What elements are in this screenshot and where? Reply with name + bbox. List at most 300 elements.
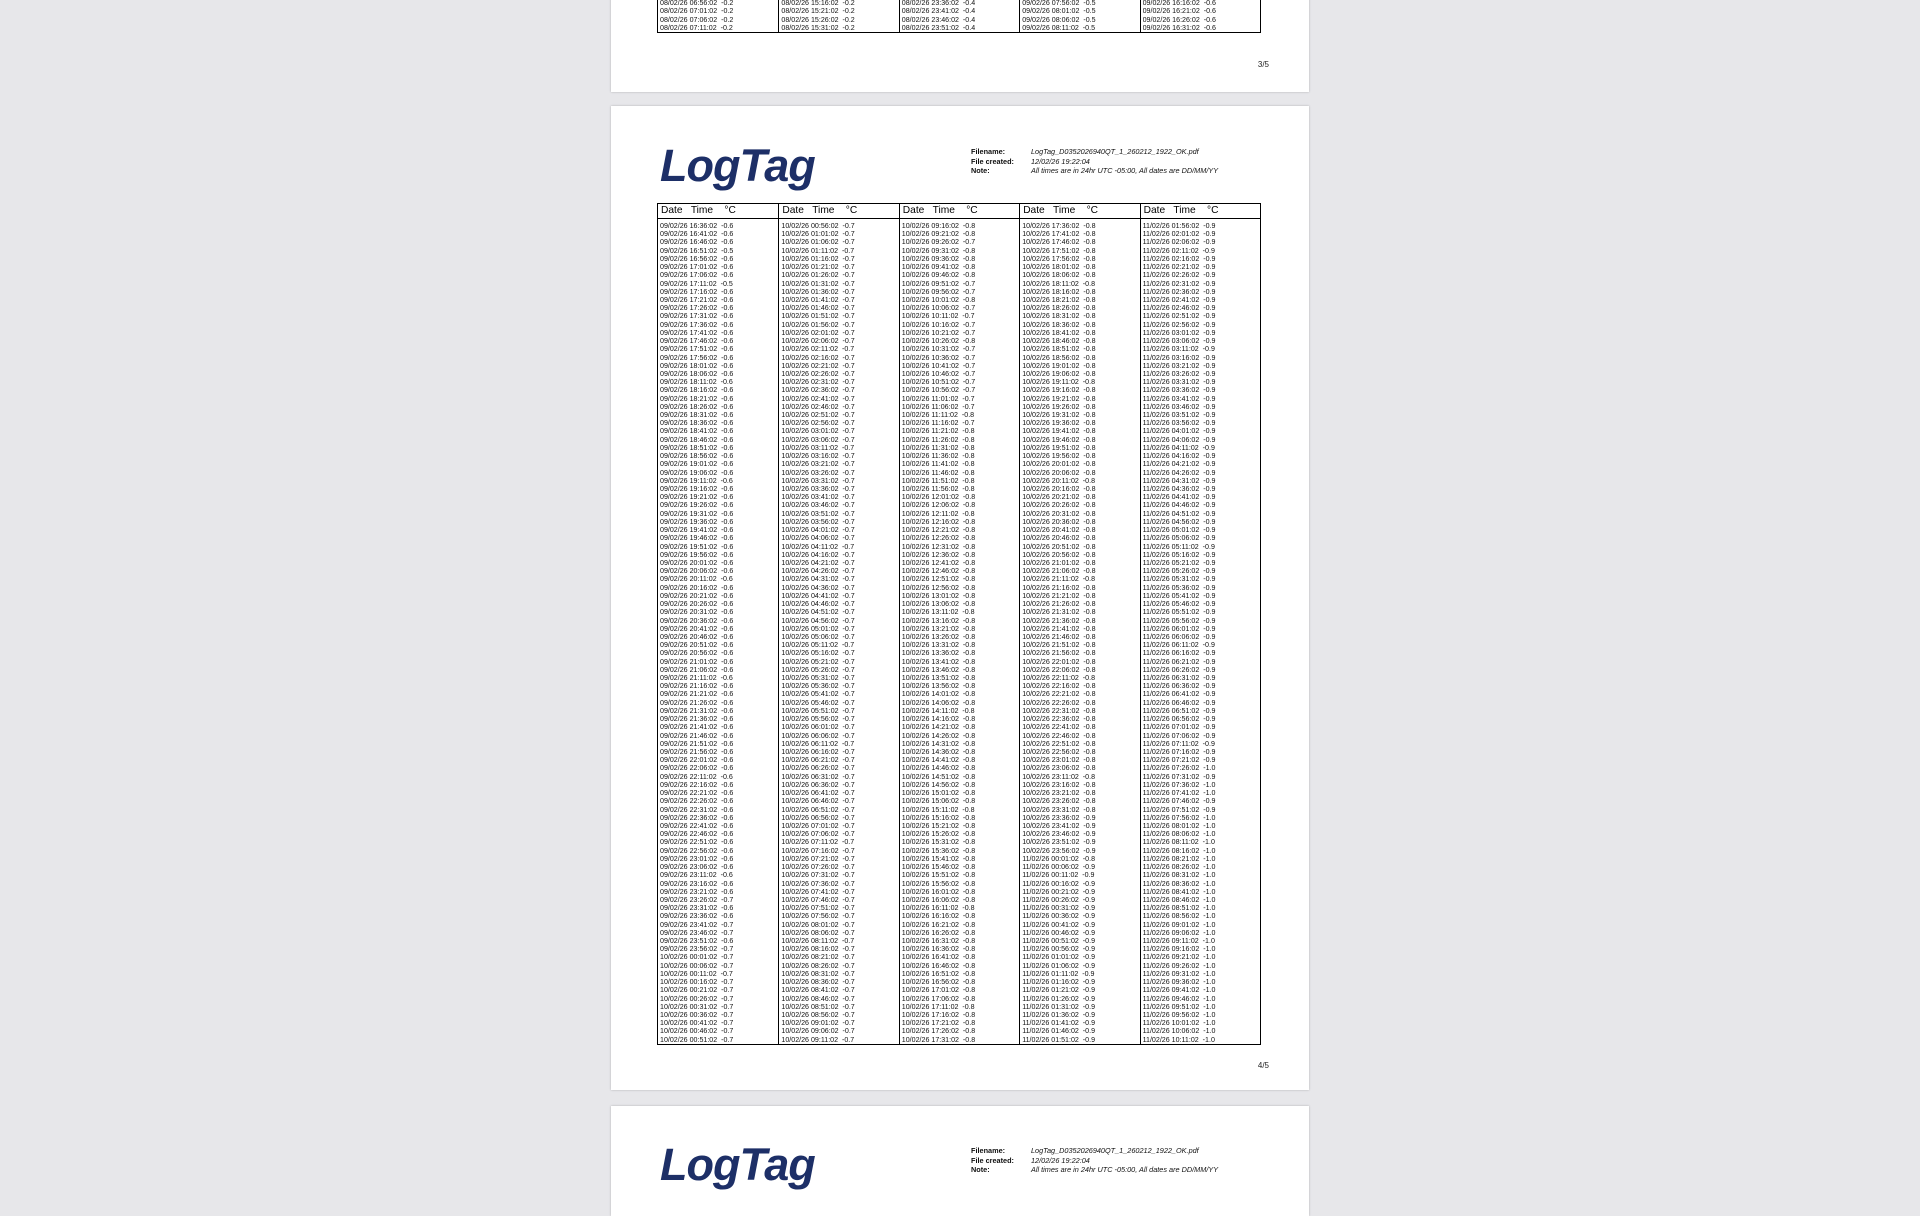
reading-row: 10/02/26 15:11:02 -0.8: [901, 805, 975, 814]
reading-row: 09/02/26 21:31:02 -0.6: [660, 706, 734, 715]
reading-row: 10/02/26 17:51:02 -0.8: [1022, 246, 1096, 255]
reading-row: 11/02/26 04:36:02 -0.9: [1142, 485, 1216, 493]
reading-row: 10/02/26 20:56:02 -0.8: [1022, 550, 1096, 559]
reading-row: 11/02/26 07:06:02 -0.9: [1142, 731, 1216, 740]
reading-row: 10/02/26 04:26:02 -0.7: [781, 567, 855, 576]
reading-row: 10/02/26 15:36:02 -0.8: [901, 846, 976, 855]
reading-row: 09/02/26 22:26:02 -0.6: [660, 797, 734, 806]
reading-row: 10/02/26 06:21:02 -0.7: [781, 756, 855, 765]
reading-row: 10/02/26 20:06:02 -0.8: [1022, 468, 1096, 477]
reading-row: 11/02/26 03:41:02 -0.9: [1142, 394, 1216, 403]
reading-row: 11/02/26 01:51:02 -0.9: [1022, 1035, 1096, 1044]
reading-row: 09/02/26 23:06:02 -0.6: [660, 863, 734, 872]
reading-row: 09/02/26 20:16:02 -0.6: [660, 583, 734, 592]
reading-row: 11/02/26 02:46:02 -0.9: [1142, 304, 1216, 313]
reading-row: 10/02/26 13:11:02 -0.8: [901, 608, 975, 617]
reading-row: 10/02/26 08:46:02 -0.7: [781, 994, 855, 1003]
reading-row: 10/02/26 16:31:02 -0.8: [901, 937, 976, 946]
file-metadata: [971, 1146, 1218, 1175]
reading-row: 09/02/26 21:51:02 -0.6: [660, 739, 734, 748]
reading-row: 10/02/26 04:41:02 -0.7: [781, 591, 855, 600]
reading-row: 10/02/26 07:21:02 -0.7: [781, 854, 855, 863]
reading-row: 11/02/26 01:01:02 -0.9: [1022, 953, 1096, 962]
reading-row: 09/02/26 20:01:02 -0.6: [660, 558, 734, 567]
reading-row: 10/02/26 07:26:02 -0.7: [781, 863, 855, 872]
reading-row: 10/02/26 22:11:02 -0.8: [1022, 674, 1096, 683]
reading-row: 11/02/26 09:36:02 -1.0: [1142, 978, 1216, 987]
reading-row: 09/02/26 17:06:02 -0.6: [660, 271, 734, 280]
reading-row: 10/02/26 02:36:02 -0.7: [781, 386, 855, 395]
reading-row: 09/02/26 08:11:02 -0.5: [1022, 23, 1096, 32]
reading-row: 09/02/26 23:11:02 -0.6: [660, 871, 733, 880]
pdf-page-3: [611, 0, 1309, 92]
reading-row: 11/02/26 00:46:02 -0.9: [1022, 928, 1096, 937]
reading-row: 10/02/26 17:36:02 -0.8: [1022, 222, 1096, 230]
reading-row: 11/02/26 09:11:02 -1.0: [1142, 937, 1215, 946]
reading-row: 10/02/26 07:56:02 -0.7: [781, 912, 855, 921]
log-column: [778, 204, 898, 1044]
reading-row: 10/02/26 18:16:02 -0.8: [1022, 287, 1096, 296]
reading-row: 10/02/26 21:06:02 -0.8: [1022, 567, 1096, 576]
reading-row: 10/02/26 01:56:02 -0.7: [781, 320, 855, 329]
reading-row: 10/02/26 10:21:02 -0.7: [901, 328, 976, 337]
reading-row: 11/02/26 10:01:02 -1.0: [1142, 1019, 1216, 1028]
reading-row: 11/02/26 06:31:02 -0.9: [1142, 674, 1216, 683]
reading-row: 11/02/26 10:06:02 -1.0: [1142, 1027, 1216, 1036]
reading-row: 10/02/26 12:31:02 -0.8: [901, 542, 976, 551]
reading-row: 10/02/26 09:56:02 -0.7: [901, 287, 976, 296]
reading-row: 10/02/26 09:16:02 -0.8: [901, 222, 976, 230]
reading-row: 11/02/26 07:56:02 -1.0: [1142, 813, 1216, 822]
reading-row: 11/02/26 03:46:02 -0.9: [1142, 402, 1216, 411]
reading-row: 10/02/26 09:06:02 -0.7: [781, 1027, 855, 1036]
reading-row: 11/02/26 01:21:02 -0.9: [1022, 986, 1096, 995]
page-number-4: 4/5: [1257, 1061, 1269, 1070]
reading-row: 11/02/26 01:26:02 -0.9: [1022, 994, 1096, 1003]
reading-row: 09/02/26 23:51:02 -0.6: [660, 937, 734, 946]
pdf-page-4: [611, 106, 1309, 1090]
reading-row: 11/02/26 09:01:02 -1.0: [1142, 920, 1216, 929]
reading-row: 11/02/26 10:11:02 -1.0: [1142, 1035, 1215, 1044]
reading-row: 11/02/26 06:41:02 -0.9: [1142, 690, 1216, 699]
reading-row: 11/02/26 08:31:02 -1.0: [1142, 871, 1216, 880]
reading-row: 11/02/26 08:26:02 -1.0: [1142, 863, 1216, 872]
reading-row: 10/02/26 07:41:02 -0.7: [781, 887, 855, 896]
reading-row: 10/02/26 00:11:02 -0.7: [660, 969, 733, 978]
reading-row: 10/02/26 17:31:02 -0.8: [901, 1035, 976, 1044]
reading-row: 10/02/26 15:21:02 -0.8: [901, 821, 976, 830]
reading-row: 10/02/26 01:16:02 -0.7: [781, 254, 855, 263]
reading-row: 10/02/26 22:16:02 -0.8: [1022, 682, 1096, 691]
reading-row: 11/02/26 06:26:02 -0.9: [1142, 665, 1216, 674]
reading-row: 09/02/26 18:46:02 -0.6: [660, 435, 734, 444]
reading-row: 09/02/26 19:11:02 -0.6: [660, 476, 733, 485]
reading-row: 09/02/26 21:41:02 -0.6: [660, 723, 734, 732]
reading-row: 11/02/26 07:21:02 -0.9: [1142, 756, 1216, 765]
reading-row: 08/02/26 07:06:02 -0.2: [660, 15, 734, 24]
log-table-page-4: [657, 203, 1261, 1045]
reading-row: 09/02/26 18:26:02 -0.6: [660, 402, 734, 411]
reading-row: 10/02/26 03:16:02 -0.7: [781, 452, 855, 461]
reading-row: 08/02/26 23:51:02 -0.4: [901, 23, 976, 32]
reading-row: 09/02/26 18:11:02 -0.6: [660, 378, 733, 387]
reading-row: 10/02/26 02:06:02 -0.7: [781, 337, 855, 346]
reading-row: 10/02/26 13:41:02 -0.8: [901, 657, 976, 666]
reading-row: 10/02/26 11:16:02 -0.7: [901, 419, 975, 428]
log-column: [778, 0, 898, 32]
reading-row: 11/02/26 08:51:02 -1.0: [1142, 904, 1216, 913]
reading-row: 11/02/26 01:46:02 -0.9: [1022, 1027, 1096, 1036]
reading-row: 10/02/26 02:01:02 -0.7: [781, 328, 855, 337]
logtag-logo: LogTag: [660, 140, 815, 191]
reading-row: 11/02/26 02:36:02 -0.9: [1142, 287, 1216, 296]
reading-row: 09/02/26 21:56:02 -0.6: [660, 748, 734, 756]
column-header: Date Time °C: [900, 204, 1019, 219]
reading-row: 11/02/26 00:01:02 -0.8: [1022, 854, 1096, 863]
reading-row: 11/02/26 06:01:02 -0.9: [1142, 624, 1216, 633]
reading-row: 10/02/26 07:06:02 -0.7: [781, 830, 855, 839]
reading-row: 10/02/26 22:36:02 -0.8: [1022, 715, 1096, 724]
reading-row: 11/02/26 05:36:02 -0.9: [1142, 583, 1216, 592]
reading-row: 10/02/26 23:56:02 -0.9: [1022, 846, 1096, 855]
reading-row: 10/02/26 04:31:02 -0.7: [781, 575, 855, 584]
reading-row: 10/02/26 21:46:02 -0.8: [1022, 632, 1096, 641]
reading-row: 09/02/26 22:11:02 -0.6: [660, 772, 733, 781]
reading-row: 10/02/26 06:26:02 -0.7: [781, 764, 855, 773]
reading-row: 11/02/26 02:41:02 -0.9: [1142, 295, 1216, 304]
reading-row: 10/02/26 06:31:02 -0.7: [781, 772, 855, 781]
reading-row: 10/02/26 08:21:02 -0.7: [781, 953, 855, 962]
reading-row: 11/02/26 06:16:02 -0.9: [1142, 649, 1216, 658]
reading-row: 09/02/26 16:21:02 -0.6: [1142, 7, 1216, 16]
reading-row: 10/02/26 20:46:02 -0.8: [1022, 534, 1096, 543]
reading-row: 10/02/26 01:31:02 -0.7: [781, 279, 855, 288]
reading-row: 11/02/26 03:16:02 -0.9: [1142, 353, 1216, 362]
reading-row: 10/02/26 01:36:02 -0.7: [781, 287, 855, 296]
reading-row: 10/02/26 09:01:02 -0.7: [781, 1019, 855, 1028]
reading-row: 10/02/26 23:21:02 -0.8: [1022, 789, 1096, 798]
reading-row: 10/02/26 08:51:02 -0.7: [781, 1002, 855, 1011]
reading-row: 09/02/26 20:21:02 -0.6: [660, 591, 734, 600]
reading-row: 09/02/26 18:06:02 -0.6: [660, 369, 734, 378]
reading-row: 10/02/26 12:16:02 -0.8: [901, 517, 976, 526]
reading-row: 10/02/26 08:31:02 -0.7: [781, 969, 855, 978]
reading-row: 11/02/26 08:41:02 -1.0: [1142, 887, 1216, 896]
reading-row: 09/02/26 19:16:02 -0.6: [660, 485, 734, 493]
reading-row: 10/02/26 03:06:02 -0.7: [781, 435, 855, 444]
reading-row: 11/02/26 01:36:02 -0.9: [1022, 1011, 1096, 1019]
reading-row: 11/02/26 04:11:02 -0.9: [1142, 443, 1215, 452]
reading-row: 10/02/26 17:06:02 -0.8: [901, 994, 976, 1003]
reading-row: 09/02/26 19:31:02 -0.6: [660, 509, 734, 518]
reading-row: 10/02/26 18:46:02 -0.8: [1022, 337, 1096, 346]
reading-row: 10/02/26 22:01:02 -0.8: [1022, 657, 1096, 666]
reading-row: 11/02/26 01:56:02 -0.9: [1142, 222, 1216, 230]
reading-row: 10/02/26 17:16:02 -0.8: [901, 1011, 976, 1019]
reading-row: 09/02/26 20:26:02 -0.6: [660, 600, 734, 609]
reading-row: 11/02/26 05:11:02 -0.9: [1142, 542, 1215, 551]
reading-row: 10/02/26 06:51:02 -0.7: [781, 805, 855, 814]
reading-row: 09/02/26 22:06:02 -0.6: [660, 764, 734, 773]
reading-row: 10/02/26 22:21:02 -0.8: [1022, 690, 1096, 699]
reading-row: 10/02/26 19:11:02 -0.8: [1022, 378, 1096, 387]
reading-row: 09/02/26 20:46:02 -0.6: [660, 632, 734, 641]
reading-row: 10/02/26 11:26:02 -0.8: [901, 435, 975, 444]
reading-row: 10/02/26 22:41:02 -0.8: [1022, 723, 1096, 732]
reading-row: 11/02/26 05:51:02 -0.9: [1142, 608, 1216, 617]
reading-row: 09/02/26 17:36:02 -0.6: [660, 320, 734, 329]
reading-row: 09/02/26 21:06:02 -0.6: [660, 665, 734, 674]
reading-row: 10/02/26 00:21:02 -0.7: [660, 986, 734, 995]
reading-row: 10/02/26 01:46:02 -0.7: [781, 304, 855, 313]
reading-row: 11/02/26 02:51:02 -0.9: [1142, 312, 1216, 321]
reading-row: 10/02/26 07:16:02 -0.7: [781, 846, 855, 855]
reading-row: 11/02/26 08:11:02 -1.0: [1142, 838, 1215, 847]
reading-row: 10/02/26 23:41:02 -0.9: [1022, 821, 1096, 830]
reading-row: 10/02/26 16:01:02 -0.8: [901, 887, 976, 896]
reading-row: 11/02/26 06:56:02 -0.9: [1142, 715, 1216, 724]
reading-row: 10/02/26 23:06:02 -0.8: [1022, 764, 1096, 773]
reading-row: 10/02/26 18:01:02 -0.8: [1022, 263, 1096, 272]
reading-row: 10/02/26 04:21:02 -0.7: [781, 558, 855, 567]
reading-row: 10/02/26 08:56:02 -0.7: [781, 1011, 855, 1019]
reading-row: 10/02/26 09:51:02 -0.7: [901, 279, 976, 288]
reading-row: 11/02/26 09:16:02 -1.0: [1142, 945, 1216, 954]
reading-row: 10/02/26 14:56:02 -0.8: [901, 780, 976, 789]
reading-row: 11/02/26 06:46:02 -0.9: [1142, 698, 1216, 707]
reading-row: 10/02/26 19:46:02 -0.8: [1022, 435, 1096, 444]
reading-row: 10/02/26 23:51:02 -0.9: [1022, 838, 1096, 847]
reading-row: 10/02/26 17:26:02 -0.8: [901, 1027, 976, 1036]
reading-row: 11/02/26 03:06:02 -0.9: [1142, 337, 1216, 346]
reading-row: 10/02/26 14:41:02 -0.8: [901, 756, 976, 765]
reading-row: 10/02/26 10:26:02 -0.8: [901, 337, 976, 346]
reading-row: 11/02/26 05:01:02 -0.9: [1142, 526, 1216, 535]
reading-row: 10/02/26 23:36:02 -0.9: [1022, 813, 1096, 822]
column-body: [1141, 0, 1260, 32]
reading-row: 10/02/26 15:31:02 -0.8: [901, 838, 976, 847]
reading-row: 11/02/26 09:06:02 -1.0: [1142, 928, 1216, 937]
column-header: Date Time °C: [1020, 204, 1139, 219]
reading-row: 10/02/26 05:36:02 -0.7: [781, 682, 855, 691]
reading-row: 10/02/26 02:31:02 -0.7: [781, 378, 855, 387]
reading-row: 10/02/26 22:26:02 -0.8: [1022, 698, 1096, 707]
reading-row: 10/02/26 17:01:02 -0.8: [901, 986, 976, 995]
reading-row: 10/02/26 00:01:02 -0.7: [660, 953, 734, 962]
reading-row: 10/02/26 01:06:02 -0.7: [781, 238, 855, 247]
reading-row: 11/02/26 07:46:02 -0.9: [1142, 797, 1216, 806]
reading-row: 10/02/26 03:21:02 -0.7: [781, 460, 855, 469]
reading-row: 10/02/26 10:01:02 -0.8: [901, 295, 976, 304]
reading-row: 10/02/26 12:46:02 -0.8: [901, 567, 976, 576]
log-column: [1140, 204, 1260, 1044]
reading-row: 10/02/26 17:21:02 -0.8: [901, 1019, 976, 1028]
reading-row: 11/02/26 04:56:02 -0.9: [1142, 517, 1216, 526]
reading-row: 11/02/26 02:31:02 -0.9: [1142, 279, 1216, 288]
reading-row: 10/02/26 13:06:02 -0.8: [901, 600, 976, 609]
reading-row: 11/02/26 02:01:02 -0.9: [1142, 230, 1216, 239]
column-body: [1020, 0, 1139, 32]
reading-row: 10/02/26 16:06:02 -0.8: [901, 895, 976, 904]
reading-row: 11/02/26 04:16:02 -0.9: [1142, 452, 1216, 461]
reading-row: 10/02/26 03:41:02 -0.7: [781, 493, 855, 502]
reading-row: 10/02/26 03:36:02 -0.7: [781, 485, 855, 493]
reading-row: 10/02/26 19:21:02 -0.8: [1022, 394, 1096, 403]
reading-row: 10/02/26 09:26:02 -0.7: [901, 238, 976, 247]
reading-row: 10/02/26 12:56:02 -0.8: [901, 583, 976, 592]
column-body: [900, 219, 1019, 1044]
reading-row: 09/02/26 18:21:02 -0.6: [660, 394, 734, 403]
file-created-label: File created:: [971, 156, 1014, 166]
reading-row: 09/02/26 23:36:02 -0.6: [660, 912, 734, 921]
reading-row: 10/02/26 16:56:02 -0.8: [901, 978, 976, 987]
note-value: All times are in 24hr UTC -05:00, All dates are DD/MM/YY: [1031, 166, 1219, 176]
reading-row: 10/02/26 00:51:02 -0.7: [660, 1035, 734, 1044]
reading-row: 09/02/26 21:36:02 -0.6: [660, 715, 734, 724]
reading-row: 09/02/26 19:51:02 -0.6: [660, 542, 734, 551]
reading-row: 11/02/26 05:41:02 -0.9: [1142, 591, 1216, 600]
reading-row: 11/02/26 07:01:02 -0.9: [1142, 723, 1216, 732]
reading-row: 10/02/26 04:36:02 -0.7: [781, 583, 855, 592]
reading-row: 10/02/26 10:16:02 -0.7: [901, 320, 976, 329]
reading-row: 11/02/26 05:16:02 -0.9: [1142, 550, 1216, 559]
reading-row: 10/02/26 02:51:02 -0.7: [781, 411, 855, 420]
reading-row: 09/02/26 23:41:02 -0.7: [660, 920, 734, 929]
reading-row: 11/02/26 05:31:02 -0.9: [1142, 575, 1216, 584]
reading-row: 09/02/26 21:16:02 -0.6: [660, 682, 734, 691]
reading-row: 09/02/26 18:41:02 -0.6: [660, 427, 734, 436]
reading-row: 10/02/26 15:06:02 -0.8: [901, 797, 976, 806]
note-label: Note:: [971, 1165, 990, 1175]
reading-row: 10/02/26 12:26:02 -0.8: [901, 534, 976, 543]
reading-row: 09/02/26 23:56:02 -0.7: [660, 945, 734, 954]
reading-row: 10/02/26 03:46:02 -0.7: [781, 501, 855, 510]
reading-row: 10/02/26 05:31:02 -0.7: [781, 674, 855, 683]
reading-row: 11/02/26 09:31:02 -1.0: [1142, 969, 1216, 978]
reading-row: 11/02/26 01:16:02 -0.9: [1022, 978, 1096, 987]
reading-row: 09/02/26 21:01:02 -0.6: [660, 657, 734, 666]
reading-row: 10/02/26 11:56:02 -0.8: [901, 485, 975, 493]
reading-row: 10/02/26 18:11:02 -0.8: [1022, 279, 1096, 288]
reading-row: 10/02/26 13:31:02 -0.8: [901, 641, 976, 650]
page-number-3: 3/5: [1257, 60, 1269, 69]
reading-row: 11/02/26 09:51:02 -1.0: [1142, 1002, 1216, 1011]
reading-row: 10/02/26 16:46:02 -0.8: [901, 961, 976, 970]
reading-row: 10/02/26 01:21:02 -0.7: [781, 263, 855, 272]
reading-row: 10/02/26 09:31:02 -0.8: [901, 246, 976, 255]
reading-row: 10/02/26 20:36:02 -0.8: [1022, 517, 1096, 526]
reading-row: 08/02/26 15:26:02 -0.2: [781, 15, 855, 24]
reading-row: 11/02/26 07:16:02 -0.9: [1142, 748, 1216, 756]
reading-row: 10/02/26 07:11:02 -0.7: [781, 838, 855, 847]
column-body: [779, 0, 898, 32]
reading-row: 10/02/26 17:56:02 -0.8: [1022, 254, 1096, 263]
reading-row: 11/02/26 09:46:02 -1.0: [1142, 994, 1216, 1003]
column-header: Date Time °C: [1141, 204, 1260, 219]
reading-row: 10/02/26 19:16:02 -0.8: [1022, 386, 1096, 395]
reading-row: 10/02/26 05:26:02 -0.7: [781, 665, 855, 674]
reading-row: 10/02/26 21:21:02 -0.8: [1022, 591, 1096, 600]
reading-row: 11/02/26 09:41:02 -1.0: [1142, 986, 1216, 995]
reading-row: 10/02/26 18:56:02 -0.8: [1022, 353, 1096, 362]
note-value: All times are in 24hr UTC -05:00, All dates are DD/MM/YY: [1031, 1165, 1219, 1175]
reading-row: 10/02/26 14:51:02 -0.8: [901, 772, 976, 781]
reading-row: 11/02/26 01:41:02 -0.9: [1022, 1019, 1096, 1028]
reading-row: 10/02/26 05:01:02 -0.7: [781, 624, 855, 633]
reading-row: 10/02/26 10:41:02 -0.7: [901, 361, 976, 370]
reading-row: 11/02/26 01:31:02 -0.9: [1022, 1002, 1096, 1011]
reading-row: 11/02/26 00:26:02 -0.9: [1022, 895, 1096, 904]
reading-row: 10/02/26 23:46:02 -0.9: [1022, 830, 1096, 839]
reading-row: 09/02/26 23:01:02 -0.6: [660, 854, 734, 863]
reading-row: 09/02/26 17:21:02 -0.6: [660, 295, 734, 304]
reading-row: 10/02/26 06:56:02 -0.7: [781, 813, 855, 822]
reading-row: 09/02/26 16:41:02 -0.6: [660, 230, 734, 239]
reading-row: 10/02/26 15:01:02 -0.8: [901, 789, 976, 798]
reading-row: 10/02/26 15:41:02 -0.8: [901, 854, 976, 863]
reading-row: 09/02/26 23:21:02 -0.6: [660, 887, 734, 896]
reading-row: 11/02/26 00:16:02 -0.9: [1022, 879, 1096, 888]
reading-row: 09/02/26 20:36:02 -0.6: [660, 616, 734, 625]
reading-row: 09/02/26 23:31:02 -0.6: [660, 904, 734, 913]
reading-row: 10/02/26 00:41:02 -0.7: [660, 1019, 734, 1028]
reading-row: 10/02/26 20:16:02 -0.8: [1022, 485, 1096, 493]
reading-row: 11/02/26 03:36:02 -0.9: [1142, 386, 1216, 395]
reading-row: 10/02/26 13:36:02 -0.8: [901, 649, 976, 658]
reading-row: 10/02/26 11:36:02 -0.8: [901, 452, 975, 461]
reading-row: 09/02/26 22:41:02 -0.6: [660, 821, 734, 830]
reading-row: 09/02/26 22:46:02 -0.6: [660, 830, 734, 839]
reading-row: 08/02/26 23:36:02 -0.4: [901, 0, 976, 8]
reading-row: 10/02/26 11:41:02 -0.8: [901, 460, 975, 469]
reading-row: 11/02/26 02:16:02 -0.9: [1142, 254, 1216, 263]
reading-row: 10/02/26 21:51:02 -0.8: [1022, 641, 1096, 650]
reading-row: 10/02/26 18:21:02 -0.8: [1022, 295, 1096, 304]
log-table-page-3: [657, 0, 1261, 33]
reading-row: 09/02/26 22:56:02 -0.6: [660, 846, 734, 855]
reading-row: 10/02/26 05:06:02 -0.7: [781, 632, 855, 641]
reading-row: 10/02/26 19:31:02 -0.8: [1022, 411, 1096, 420]
file-created-value: 12/02/26 19:22:04: [1031, 156, 1090, 166]
reading-row: 10/02/26 03:31:02 -0.7: [781, 476, 855, 485]
reading-row: 10/02/26 15:51:02 -0.8: [901, 871, 976, 880]
reading-row: 10/02/26 02:46:02 -0.7: [781, 402, 855, 411]
reading-row: 10/02/26 00:16:02 -0.7: [660, 978, 734, 987]
reading-row: 11/02/26 08:21:02 -1.0: [1142, 854, 1216, 863]
reading-row: 08/02/26 07:11:02 -0.2: [660, 23, 733, 32]
reading-row: 11/02/26 07:51:02 -0.9: [1142, 805, 1216, 814]
reading-row: 11/02/26 06:06:02 -0.9: [1142, 632, 1216, 641]
reading-row: 09/02/26 08:01:02 -0.5: [1022, 7, 1096, 16]
reading-row: 11/02/26 05:56:02 -0.9: [1142, 616, 1216, 625]
reading-row: 10/02/26 08:41:02 -0.7: [781, 986, 855, 995]
reading-row: 10/02/26 23:01:02 -0.8: [1022, 756, 1096, 765]
reading-row: 09/02/26 20:56:02 -0.6: [660, 649, 734, 658]
reading-row: 10/02/26 14:16:02 -0.8: [901, 715, 976, 724]
reading-row: 10/02/26 23:11:02 -0.8: [1022, 772, 1096, 781]
reading-row: 10/02/26 01:41:02 -0.7: [781, 295, 855, 304]
reading-row: 09/02/26 20:11:02 -0.6: [660, 575, 733, 584]
reading-row: 10/02/26 15:46:02 -0.8: [901, 863, 976, 872]
reading-row: 10/02/26 18:31:02 -0.8: [1022, 312, 1096, 321]
reading-row: 10/02/26 00:31:02 -0.7: [660, 1002, 734, 1011]
reading-row: 10/02/26 04:01:02 -0.7: [781, 526, 855, 535]
reading-row: 11/02/26 00:21:02 -0.9: [1022, 887, 1096, 896]
reading-row: 11/02/26 04:26:02 -0.9: [1142, 468, 1216, 477]
reading-row: 10/02/26 00:06:02 -0.7: [660, 961, 734, 970]
reading-row: 09/02/26 08:06:02 -0.5: [1022, 15, 1096, 24]
reading-row: 10/02/26 18:41:02 -0.8: [1022, 328, 1096, 337]
